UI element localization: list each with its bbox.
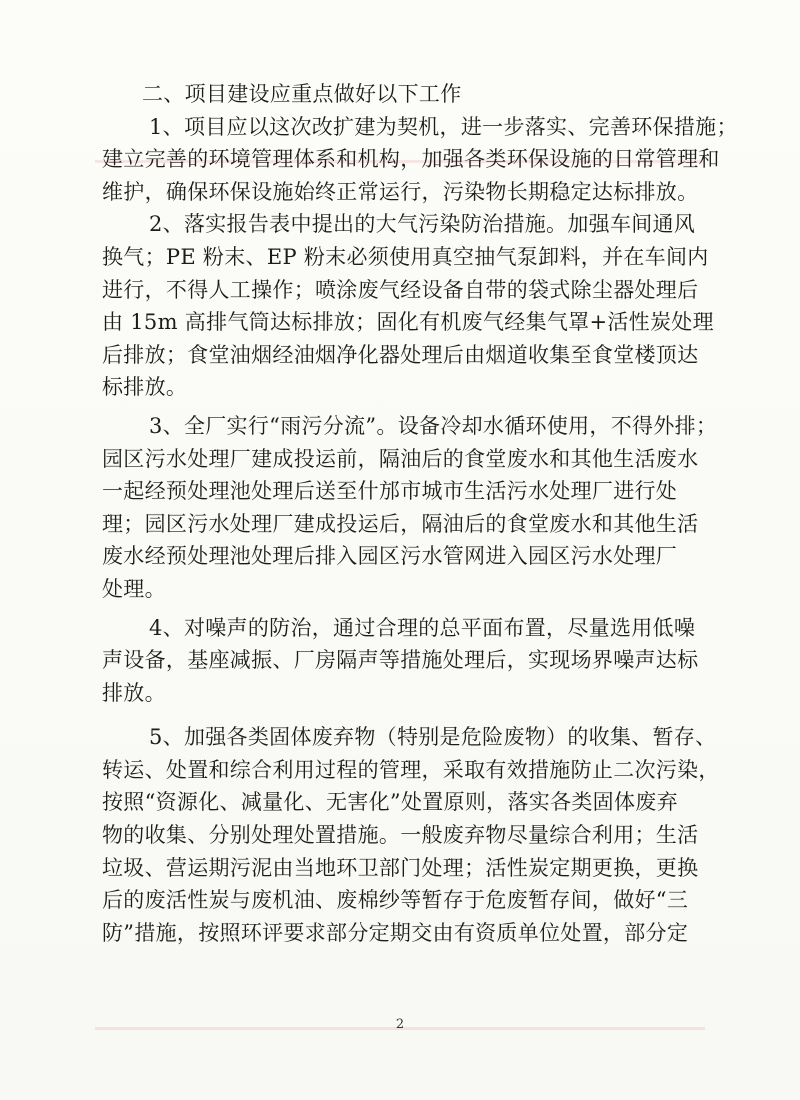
paragraph-line: 理；园区污水处理厂建成投运后，隔油后的食堂废水和其他生活 bbox=[102, 511, 699, 536]
paragraph-line: 进行，不得人工操作；喷涂废气经设备自带的袋式除尘器处理后 bbox=[102, 277, 699, 302]
paragraph-line: 1、项目应以这次改扩建为契机，进一步落实、完善环保措施； bbox=[149, 114, 738, 139]
paragraph-2 bbox=[102, 208, 714, 404]
paragraph-line: 园区污水处理厂建成投运前，隔油后的食堂废水和其他生活废水 bbox=[102, 446, 699, 471]
paragraph-5 bbox=[102, 721, 720, 949]
paragraph-line: 物的收集、分别处理处置措施。一般废弃物尽量综合利用；生活 bbox=[102, 823, 699, 848]
paragraph-line: 垃圾、营运期污泥由当地环卫部门处理；活性炭定期更换，更换 bbox=[102, 855, 699, 880]
paragraph-line: 废水经预处理池处理后排入园区污水管网进入园区污水处理厂 bbox=[102, 544, 678, 569]
paragraph-1 bbox=[102, 111, 738, 209]
paragraph-line: 后的废活性炭与废机油、废棉纱等暂存于危废暂存间，做好“三 bbox=[102, 888, 689, 913]
paragraph-4 bbox=[102, 612, 702, 710]
paragraph-3 bbox=[102, 410, 718, 606]
paragraph-line: 后排放；食堂油烟经油烟净化器处理后由烟道收集至食堂楼顶达 bbox=[102, 342, 699, 367]
paragraph-line: 一起经预处理池处理后送至什邡市城市生活污水处理厂进行处 bbox=[102, 479, 678, 504]
paragraph-line: 维护，确保环保设施始终正常运行，污染物长期稳定达标排放。 bbox=[102, 179, 699, 204]
paragraph-line: 2、落实报告表中提出的大气污染防治措施。加强车间通风 bbox=[149, 212, 696, 237]
paragraph-line: 由 15m 高排气筒达标排放；固化有机废气经集气罩+活性炭处理 bbox=[102, 310, 714, 335]
paragraph-line: 5、加强各类固体废弃物（特别是危险废物）的收集、暂存、 bbox=[149, 725, 717, 750]
paragraph-line: 处理。 bbox=[102, 576, 166, 601]
document-body bbox=[102, 78, 738, 949]
paragraph-line: 4、对噪声的防治，通过合理的总平面布置，尽量选用低噪 bbox=[149, 615, 696, 640]
paragraph-line: 建立完善的环境管理体系和机构，加强各类环保设施的日常管理和 bbox=[102, 147, 720, 172]
paragraph-line: 3、全厂实行“雨污分流”。设备冷却水循环使用，不得外排； bbox=[149, 413, 718, 438]
page-number: 2 bbox=[395, 1017, 405, 1032]
paragraph-line: 声设备，基座减振、厂房隔声等措施处理后，实现场界噪声达标 bbox=[102, 648, 699, 673]
paragraph-line: 排放。 bbox=[102, 680, 166, 705]
section-heading: 二、项目建设应重点做好以下工作 bbox=[142, 82, 462, 106]
paragraph-line: 标排放。 bbox=[102, 375, 188, 400]
paragraph-line: 换气；PE 粉末、EP 粉末必须使用真空抽气泵卸料，并在车间内 bbox=[102, 244, 709, 269]
paragraph-line: 转运、处置和综合利用过程的管理，采取有效措施防止二次污染， bbox=[102, 757, 720, 782]
paragraph-line: 按照“资源化、减量化、无害化”处置原则，落实各类固体废弃 bbox=[102, 790, 678, 815]
paragraph-line: 防”措施，按照环评要求部分定期交由有资质单位处置，部分定 bbox=[102, 920, 689, 945]
